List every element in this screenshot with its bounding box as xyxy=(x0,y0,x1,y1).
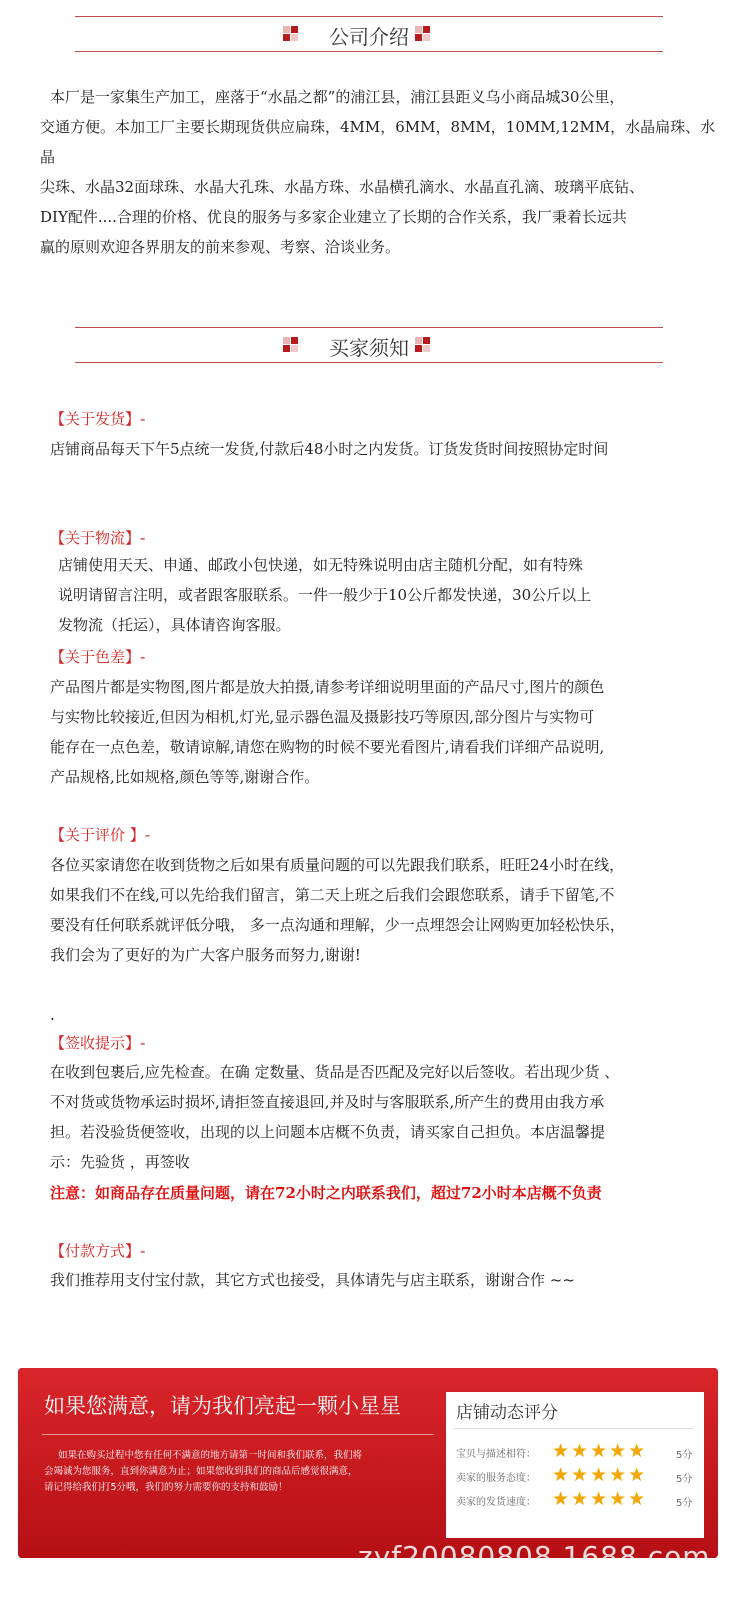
intro-line: 尖珠、水晶32面球珠、水晶大孔珠、水晶方珠、水晶横孔滴水、水晶直孔滴、玻璃平底钻、 xyxy=(40,178,645,196)
rating-banner xyxy=(18,1368,718,1558)
shop-rating-panel xyxy=(446,1392,704,1538)
buyer-notice-header xyxy=(75,327,663,363)
color-diff-line: 能存在一点色差，敬请谅解,请您在购物的时候不要光看图片,请看我们详细产品说明, xyxy=(50,738,605,756)
banner-desc-line: 请记得给我们打5分哦，我们的努力需要你的支持和鼓励！ xyxy=(44,1482,288,1493)
payment-text xyxy=(50,1265,730,1295)
payment-label: 【付款方式】- xyxy=(50,1242,146,1260)
rating-row xyxy=(456,1488,696,1510)
quality-notice: 注意：如商品存在质量问题，请在72小时之内联系我们，超过72小时本店概不负责 xyxy=(50,1184,602,1202)
decor-squares-icon xyxy=(415,337,431,353)
sign-line: 在收到包裹后,应先检查。在确 定数量、货品是否匹配及完好以后签收。若出现少货 、 xyxy=(50,1063,620,1081)
review-label: 【关于评价 】- xyxy=(50,826,151,844)
rating-label: 卖家的发货速度： xyxy=(456,1497,536,1508)
star-icon: ★★★★★ xyxy=(552,1464,648,1486)
intro-line: DIY配件....合理的价格、优良的服务与多家企业建立了长期的合作关系，我厂秉着长远共 xyxy=(40,208,627,226)
sign-text xyxy=(50,1057,730,1177)
review-line: 各位买家请您在收到货物之后如果有质量问题的可以先跟我们联系，旺旺24小时在线， xyxy=(50,856,625,874)
rating-score: 5分 xyxy=(676,1474,693,1485)
star-icon: ★★★★★ xyxy=(552,1440,648,1462)
banner-desc-line: 如果在购买过程中您有任何不满意的地方请第一时间和我们联系，我们将 xyxy=(58,1450,363,1461)
review-line: 要没有任何联系就评低分哦， 多一点沟通和理解，少一点埋怨会让网购更加轻松快乐， xyxy=(50,916,625,934)
company-intro-text xyxy=(40,82,730,262)
banner-divider xyxy=(42,1434,434,1435)
rating-row xyxy=(456,1464,696,1486)
logistics-text xyxy=(58,550,730,640)
company-intro-title: 公司介绍 xyxy=(329,25,409,49)
intro-line: 赢的原则欢迎各界朋友的前来参观、考察、洽谈业务。 xyxy=(40,238,401,256)
sign-line: 不对货或货物承运时损坏,请拒签直接退回,并及时与客服联系,所产生的费用由我方承 xyxy=(50,1093,605,1111)
color-diff-text xyxy=(50,672,730,792)
decor-squares-icon xyxy=(415,26,431,42)
color-diff-label: 【关于色差】- xyxy=(50,648,146,666)
stray-dot: . xyxy=(50,1006,55,1024)
sign-label: 【签收提示】- xyxy=(50,1034,146,1052)
color-diff-line: 与实物比较接近,但因为相机,灯光,显示器色温及摄影技巧等原因,部分图片与实物可 xyxy=(50,708,595,726)
logistics-line: 发物流（托运），具体请咨询客服。 xyxy=(58,616,291,634)
sign-line: 担。若没验货便签收，出现的以上问题本店概不负责，请买家自己担负。本店温馨提 xyxy=(50,1123,606,1141)
review-text xyxy=(50,850,730,970)
color-diff-line: 产品图片都是实物图,图片都是放大拍摄,请参考详细说明里面的产品尺寸,图片的颜色 xyxy=(50,678,605,696)
sign-line: 示：先验货 ，再签收 xyxy=(50,1153,190,1171)
logistics-label: 【关于物流】- xyxy=(50,529,146,547)
shipping-label: 【关于发货】- xyxy=(50,410,146,428)
rating-row xyxy=(456,1440,696,1462)
intro-line: 本厂是一家集生产加工，座落于“水晶之都”的浦江县，浦江县距义乌小商品城30公里， xyxy=(50,88,625,106)
buyer-notice-title: 买家须知 xyxy=(329,336,409,360)
rating-label: 宝贝与描述相符： xyxy=(456,1449,536,1460)
rating-divider xyxy=(454,1428,694,1429)
shipping-text xyxy=(50,434,730,464)
rating-score: 5分 xyxy=(676,1498,693,1509)
star-icon: ★★★★★ xyxy=(552,1488,648,1510)
logistics-line: 说明请留言注明，或者跟客服联系。一件一般少于10公斤都发快递，30公斤以上 xyxy=(58,586,592,604)
review-line: 我们会为了更好的为广大客户服务而努力,谢谢! xyxy=(50,946,361,964)
intro-line: 交通方便。本加工厂主要长期现货供应扁珠，4MM，6MM，8MM，10MM,12MM，水晶扁珠、水晶 xyxy=(40,118,716,166)
color-diff-line: 产品规格,比如规格,颜色等等,谢谢合作。 xyxy=(50,768,320,786)
rating-score: 5分 xyxy=(676,1450,693,1461)
rating-label: 卖家的服务态度： xyxy=(456,1473,536,1484)
payment-line: 我们推荐用支付宝付款，其它方式也接受，具体请先与店主联系，谢谢合作 ~~ xyxy=(50,1271,575,1289)
shipping-line: 店铺商品每天下午5点统一发货,付款后48小时之内发货。订货发货时间按照协定时间 xyxy=(50,440,609,458)
company-intro-header xyxy=(75,16,663,52)
review-line: 如果我们不在线,可以先给我们留言，第二天上班之后我们会跟您联系，请手下留笔,不 xyxy=(50,886,615,904)
banner-headline: 如果您满意，请为我们亮起一颗小星星 xyxy=(44,1394,401,1418)
rating-title: 店铺动态评分 xyxy=(456,1403,558,1423)
banner-description xyxy=(44,1448,436,1496)
shop-url-watermark: zyf20080808.1688.com xyxy=(358,1540,711,1573)
banner-desc-line: 会竭诚为您服务，直到你满意为止；如果您收到我们的商品后感觉很满意， xyxy=(44,1466,358,1477)
logistics-line: 店铺使用天天、申通、邮政小包快递，如无特殊说明由店主随机分配，如有特殊 xyxy=(58,556,584,574)
